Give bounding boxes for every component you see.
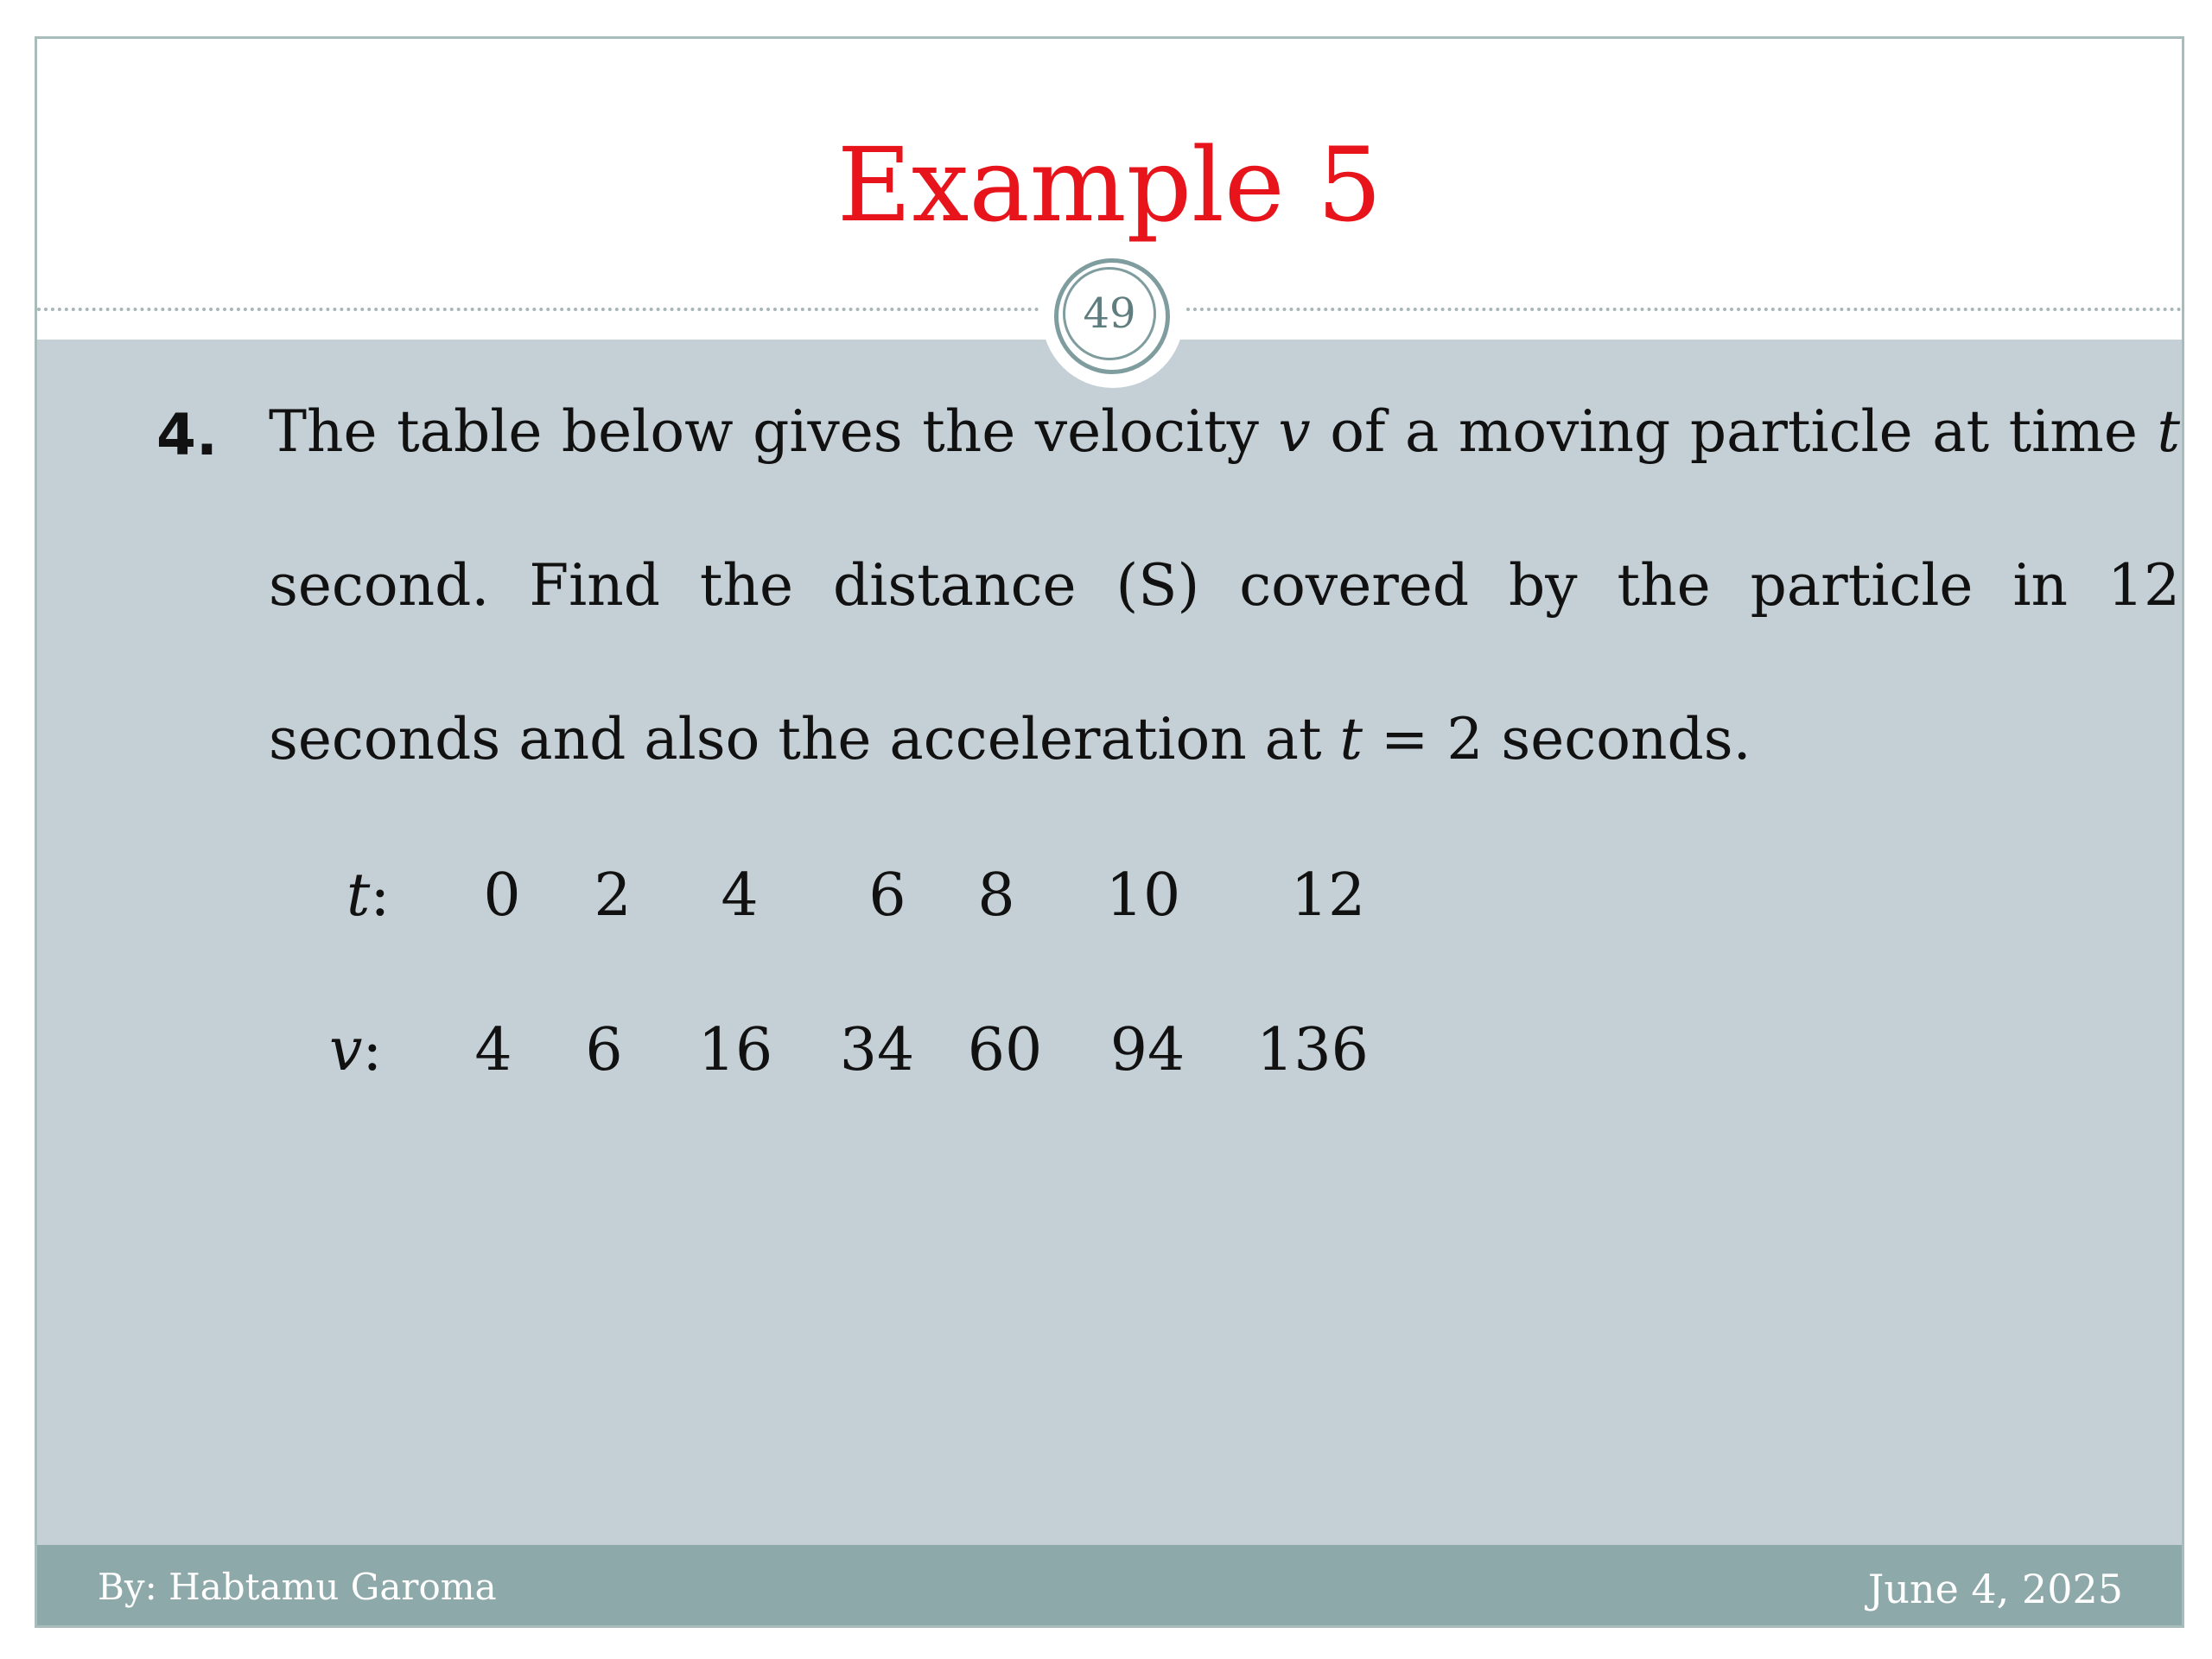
footer-date: June 4, 2025 bbox=[1867, 1566, 2123, 1612]
problem-text: of a moving particle at time bbox=[1330, 398, 2138, 465]
slide-title: Example 5 bbox=[836, 125, 1382, 245]
problem-number: 4. bbox=[156, 402, 218, 468]
table-row-v bbox=[37, 1016, 2182, 1090]
table-cell-v: 4 bbox=[474, 1016, 512, 1084]
problem-line-3 bbox=[269, 706, 2180, 772]
page-number-ring bbox=[1054, 258, 1170, 374]
table-cell-t: 8 bbox=[977, 861, 1015, 930]
variable-t: t bbox=[2157, 398, 2180, 465]
slide bbox=[35, 36, 2184, 1628]
divider-right bbox=[1186, 308, 2182, 311]
problem-line-1 bbox=[269, 398, 2180, 465]
problem-text: The table below gives the velocity bbox=[269, 398, 1259, 465]
problem-text: seconds. bbox=[1501, 706, 1751, 772]
equation-value: = 2 bbox=[1363, 706, 1484, 772]
table-row-t bbox=[37, 861, 2182, 936]
equation-variable-t: t bbox=[1339, 706, 1363, 772]
footer-bar bbox=[37, 1545, 2182, 1628]
table-cell-v: 6 bbox=[585, 1016, 623, 1084]
row-label-t: t: bbox=[346, 861, 391, 930]
table-cell-v: 60 bbox=[967, 1016, 1043, 1084]
page-number: 49 bbox=[1063, 267, 1156, 360]
row-label-v: v: bbox=[329, 1016, 383, 1084]
variable-v: v bbox=[1278, 398, 1311, 465]
table-cell-t: 4 bbox=[721, 861, 759, 930]
table-cell-v: 136 bbox=[1256, 1016, 1369, 1084]
problem-text: seconds and also the acceleration at bbox=[269, 706, 1322, 772]
table-cell-v: 16 bbox=[697, 1016, 773, 1084]
table-cell-t: 0 bbox=[483, 861, 521, 930]
table-cell-t: 10 bbox=[1105, 861, 1181, 930]
problem-line-2: second. Find the distance (S) covered by the particle in 12 bbox=[269, 552, 2180, 619]
divider-left bbox=[37, 308, 1039, 311]
table-cell-t: 6 bbox=[868, 861, 906, 930]
table-cell-t: 2 bbox=[594, 861, 632, 930]
table-cell-v: 94 bbox=[1109, 1016, 1185, 1084]
table-cell-t: 12 bbox=[1290, 861, 1366, 930]
footer-author: By: Habtamu Garoma bbox=[98, 1566, 497, 1608]
content-area bbox=[37, 340, 2182, 1545]
page-number-badge bbox=[1042, 246, 1184, 388]
table-cell-v: 34 bbox=[839, 1016, 915, 1084]
